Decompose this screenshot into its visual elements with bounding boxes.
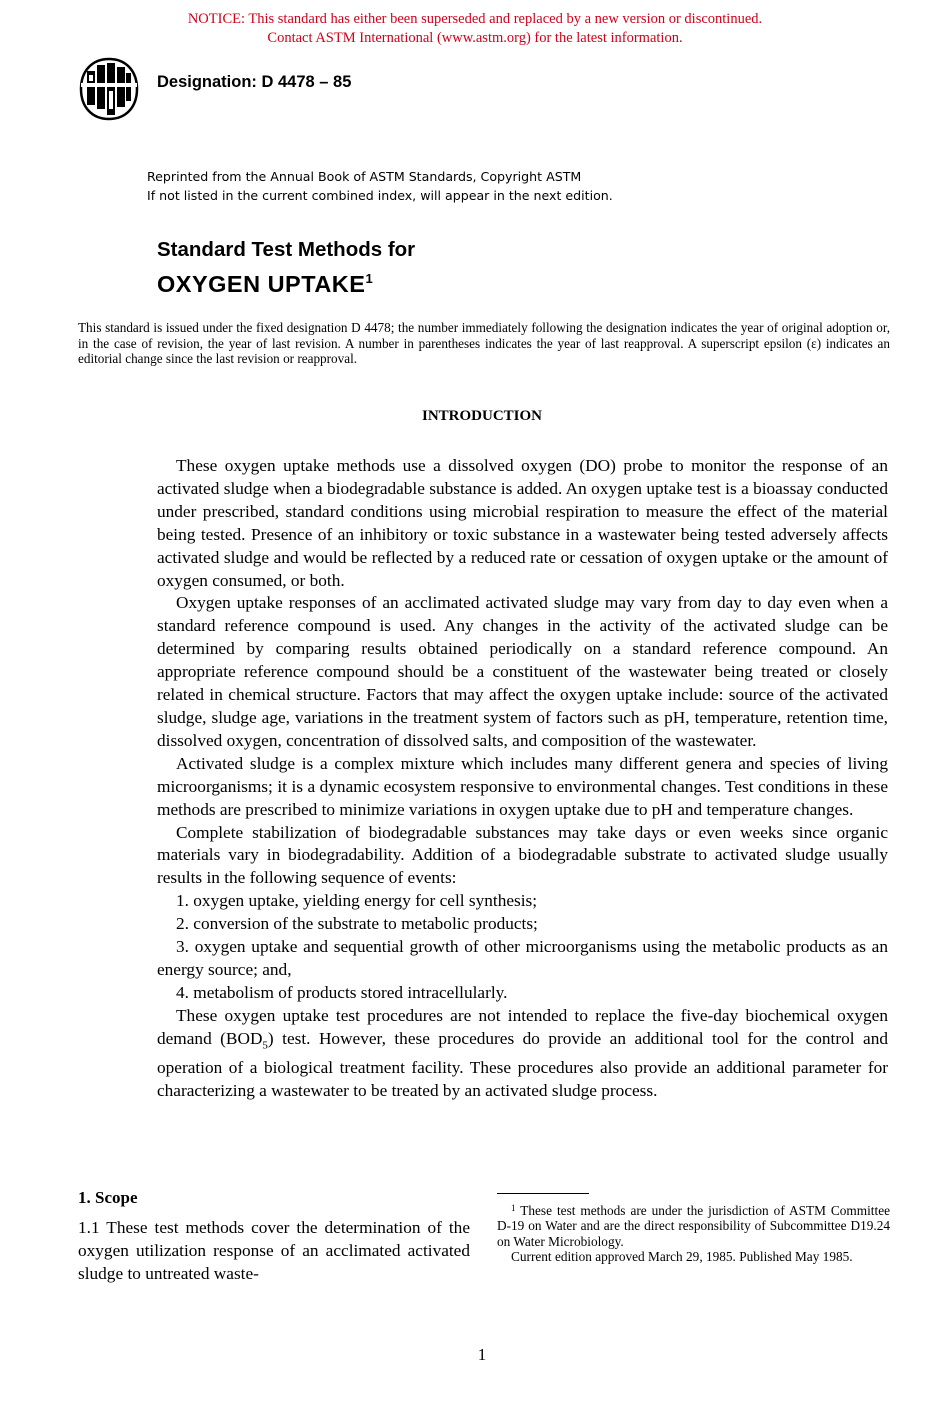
list-item: 1. oxygen uptake, yielding energy for cell synthesis; xyxy=(176,891,538,911)
reprint-notice xyxy=(147,167,613,205)
notice-line-2: Contact ASTM International (www.astm.org) for the latest information. xyxy=(267,30,683,46)
closing-text-before: These oxygen uptake test procedures are not intended to replace the five-day biochemical oxygen demand (BOD xyxy=(157,1005,888,1048)
footnote-rule xyxy=(497,1193,589,1194)
closing-text-after: ) test. However, these procedures do provide an additional tool for the control and operation of a biological treatment facility. These procedures also provide an additional parameter for characterizing a wastewater to be treated by an activated sludge process. xyxy=(157,1028,888,1100)
list-item: 3. oxygen uptake and sequential growth of other microorganisms using the metabolic products as an energy source; and, xyxy=(157,937,888,979)
footnote-paragraph-2: Current edition approved March 29, 1985. Published May 1985. xyxy=(511,1248,853,1264)
intro-paragraph-1: These oxygen uptake methods use a dissolved oxygen (DO) probe to monitor the response of an activated sludge when a biodegradable substance is added. An oxygen uptake test is a bioassay conducted under prescribed, standard conditions using microbial respiration to measure the effect of the material being tested. Presence of an inhibitory or toxic substance in a wastewater being tested adversely affects activated sludge and would be reflected by a reduced rate or cessation of oxygen uptake or the amount of oxygen consumed, or both. xyxy=(157,456,888,590)
footnote-mark: 1 xyxy=(511,1203,516,1213)
page-number: 1 xyxy=(477,1345,487,1364)
title-line-1: Standard Test Methods for xyxy=(157,238,416,261)
footnote xyxy=(497,1203,890,1264)
intro-paragraph-4: Complete stabilization of biodegradable substances may take days or even weeks since organic materials vary in biodegradability. Addition of a biodegradable substrate to activated sludge usually results in the following sequence of events: xyxy=(157,822,888,888)
reprint-line-1: Reprinted from the Annual Book of ASTM Standards, Copyright ASTM xyxy=(147,169,582,184)
intro-paragraph-5 xyxy=(157,1005,888,1103)
title-line-2 xyxy=(157,267,415,301)
astm-logo xyxy=(78,57,140,121)
title-footnote-mark: 1 xyxy=(365,271,374,286)
designation: Designation: D 4478 – 85 xyxy=(157,73,352,91)
issued-note: This standard is issued under the fixed designation D 4478; the number immediately following the designation indicates the year of original adoption or, in the case of revision, the year of last revision. A number in parentheses indicates the year of last reapproval. A superscript epsilon (ε) indicates an editorial change since the last revision or reapproval. xyxy=(78,320,890,366)
scope-paragraph: 1.1 These test methods cover the determination of the oxygen utilization response of an acclimated activated sludge to untreated waste- xyxy=(78,1218,470,1283)
introduction-body xyxy=(157,455,888,1103)
footnote-paragraph-1 xyxy=(497,1203,890,1249)
document-title xyxy=(157,233,415,301)
intro-paragraph-2: Oxygen uptake responses of an acclimated activated sludge may vary from day to day even when a standard reference compound is used. Any changes in the activity of the activated sludge can be determined by comparing results obtained periodically on a standard reference compound. An appropriate reference compound should be a constituent of the wastewater being treated or closely related in chemical structure. Factors that may affect the oxygen uptake include: source of the activated sludge, sludge age, variations in the treatment system of factors such as pH, temperature, retention time, dissolved oxygen, concentration of dissolved salts, and composition of the wastewater. xyxy=(157,593,888,750)
notice-banner xyxy=(0,10,950,48)
footnote-text-1: These test methods are under the jurisdiction of ASTM Committee D-19 on Water and are the direct responsibility of Subcommittee D19.24 on Water Microbiology. xyxy=(497,1203,891,1249)
reprint-line-2: If not listed in the current combined index, will appear in the next edition. xyxy=(147,188,613,203)
scope-heading: 1. Scope xyxy=(78,1188,138,1207)
intro-paragraph-3: Activated sludge is a complex mixture which includes many different genera and species of living microorganisms; it is a dynamic ecosystem responsive to environmental changes. Test conditions in these methods are prescribed to minimize variations in oxygen uptake due to pH and temperature changes. xyxy=(157,753,888,819)
introduction-heading: INTRODUCTION xyxy=(421,408,542,424)
notice-line-1: NOTICE: This standard has either been superseded and replaced by a new version or discontinued. xyxy=(187,11,763,27)
list-item: 4. metabolism of products stored intracellularly. xyxy=(176,982,508,1002)
list-item: 2. conversion of the substrate to metabolic products; xyxy=(176,914,538,934)
title-main: OXYGEN UPTAKE xyxy=(157,271,366,297)
event-sequence-list xyxy=(157,890,888,1005)
bod-subscript: 5 xyxy=(262,1039,268,1052)
